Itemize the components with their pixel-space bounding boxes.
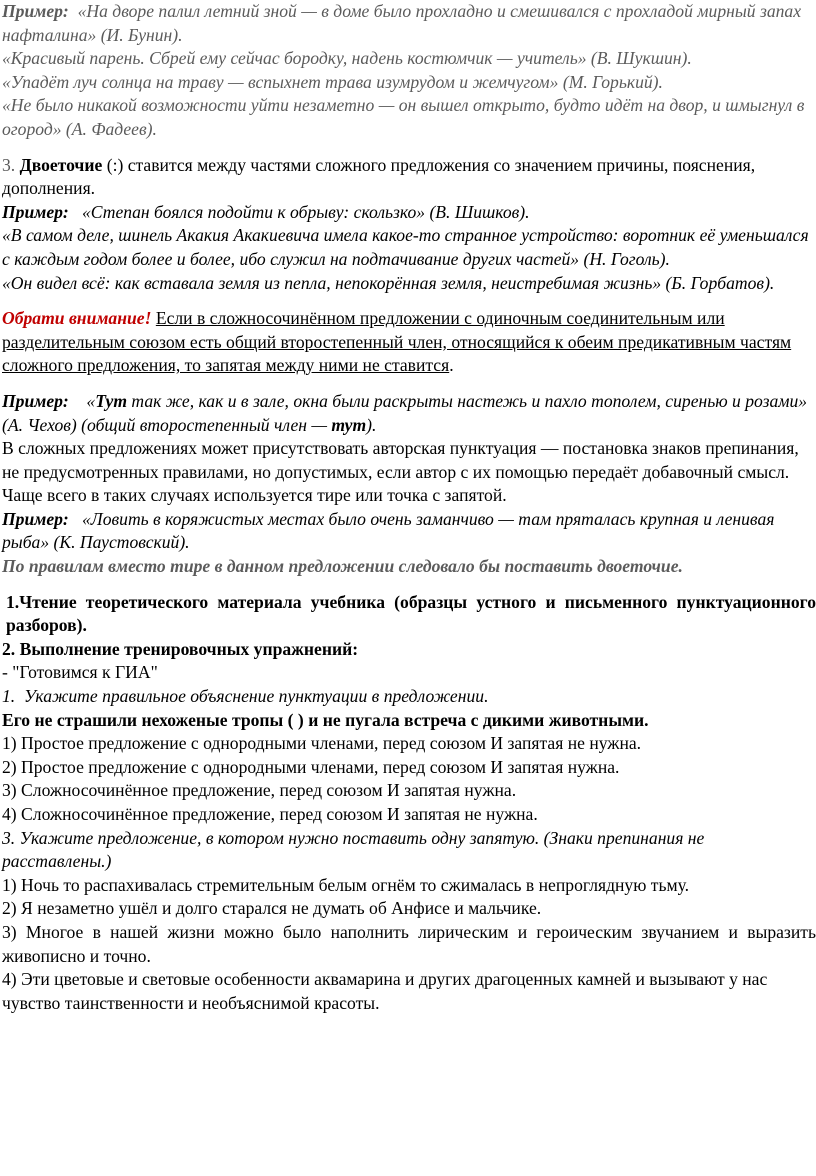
- examples-colon: [2, 201, 816, 295]
- author-punctuation: В сложных предложениях может присутствовать авторская пунктуация — постановка знаков препинания, не предусмотренных правилами, но допустимых, если автор с их помощью передаёт добавочный смысл. Чаще всего в таких случаях используется тире или точка с запятой.: [2, 438, 799, 506]
- attention-text: Если в сложносочинённом предложении с одиночным соединительным или разделительным союзом есть общий второстепенный член, относящийся к обеим предикативным частям сложного предложения, то запятая между ними не ставится: [2, 308, 792, 376]
- task-2-sub: - "Готовимся к ГИА": [2, 662, 158, 683]
- answer-option: 4) Эти цветовые и световые особенности аквамарина и других драгоценных камней и вызывают у нас чувство таинственности и необъяснимой красоты.: [2, 969, 768, 1013]
- rule-term: Двоеточие: [19, 154, 103, 175]
- example-8: [2, 390, 816, 437]
- emphasis-word: Тут: [95, 390, 128, 411]
- example-5: [2, 201, 816, 225]
- question-1-sentence: Его не страшили нехоженые тропы ( ) и не пугала встреча с дикими животными.: [2, 709, 649, 730]
- question-3: 3. Укажите предложение, в котором нужно поставить одну запятую. (Знаки препинания не расставлены.): [2, 827, 705, 872]
- examples-dash: [2, 0, 816, 142]
- example-label: Пример:: [2, 1, 69, 21]
- rule-colon: [2, 154, 816, 201]
- emphasis-word: тут: [331, 414, 367, 435]
- conclusion: По правилам вместо тире в данном предложении следовало бы поставить двоеточие.: [2, 556, 683, 577]
- attention-label: Обрати внимание!: [2, 308, 152, 329]
- task-1: 1.Чтение теоретического материала учебника (образцы устного и письменного пунктуационного разборов).: [6, 591, 816, 636]
- answer-option: 3) Многое в нашей жизни можно было наполнить лирическим и героическим звучанием и выразить живописно и точно.: [2, 921, 816, 966]
- attention-note: [2, 307, 816, 378]
- question-number: 1.: [2, 686, 16, 707]
- answer-option: 2) Я незаметно ушёл и долго старался не думать об Анфисе и мальчике.: [2, 898, 542, 919]
- period: .: [449, 355, 454, 376]
- example-label: Пример:: [2, 390, 69, 411]
- example-4: «Не было никакой возможности уйти незаметно — он вышел открыто, будто идёт на двор, и шмыгнул в огород» (А. Фадеев).: [2, 95, 805, 139]
- rule-text: (:) ставится между частями сложного предложения со значением причины, пояснения, дополнения.: [2, 154, 756, 199]
- answer-option: 2) Простое предложение с однородными членами, перед союзом И запятая нужна.: [2, 756, 620, 777]
- example-7: «Он видел всё: как вставала земля из пепла, непокорённая земля, неистребимая жизнь» (Б. Горбатов).: [2, 272, 775, 293]
- example-3: «Упадёт луч солнца на траву — вспыхнет трава изумрудом и жемчугом» (М. Горький).: [2, 71, 663, 92]
- quote-open: «: [86, 390, 96, 411]
- answer-option: 1) Простое предложение с однородными членами, перед союзом И запятая не нужна.: [2, 733, 642, 754]
- example-6: «В самом деле, шинель Акакия Акакиевича имела какое-то странное устройство: воротник её уменьшался с каждым годом более и более, ибо служил на подтачивание других частей» (Н. Гоголь).: [2, 225, 809, 269]
- quote: «На дворе палил летний зной — в доме было прохладно и смешивался с прохладой мирный запах нафталина» (И. Бунин).: [2, 1, 802, 45]
- answer-option: 1) Ночь то распахивалась стремительным белым огнём то сжималась в непроглядную тьму.: [2, 874, 690, 895]
- example-label: Пример:: [2, 201, 69, 222]
- example-9: [2, 508, 816, 555]
- quote: так же, как и в зале, окна были раскрыты настежь и пахло тополем, сиренью и розами» (А. Чехов) (общий второстепенный член —: [2, 390, 808, 435]
- question-1: [2, 685, 816, 709]
- quote: «Степан боялся подойти к обрыву: скользко» (В. Шишков).: [82, 201, 530, 222]
- task-2: 2. Выполнение тренировочных упражнений:: [2, 638, 359, 659]
- quote-close: ).: [366, 414, 377, 435]
- example-2: «Красивый парень. Сбрей ему сейчас бородку, надень костюмчик — учитель» (В. Шукшин).: [2, 48, 692, 69]
- answer-option: 4) Сложносочинённое предложение, перед союзом И запятая не нужна.: [2, 804, 538, 824]
- answer-option: 3) Сложносочинённое предложение, перед союзом И запятая нужна.: [2, 780, 517, 801]
- example-1: [2, 0, 816, 47]
- example-label: Пример:: [2, 508, 69, 529]
- question-text: Укажите правильное объяснение пунктуации в предложении.: [24, 686, 489, 707]
- rule-number: 3.: [2, 154, 20, 175]
- quote: «Ловить в коряжистых местах было очень заманчиво — там пряталась крупная и ленивая рыба» (К. Паустовский).: [2, 508, 775, 553]
